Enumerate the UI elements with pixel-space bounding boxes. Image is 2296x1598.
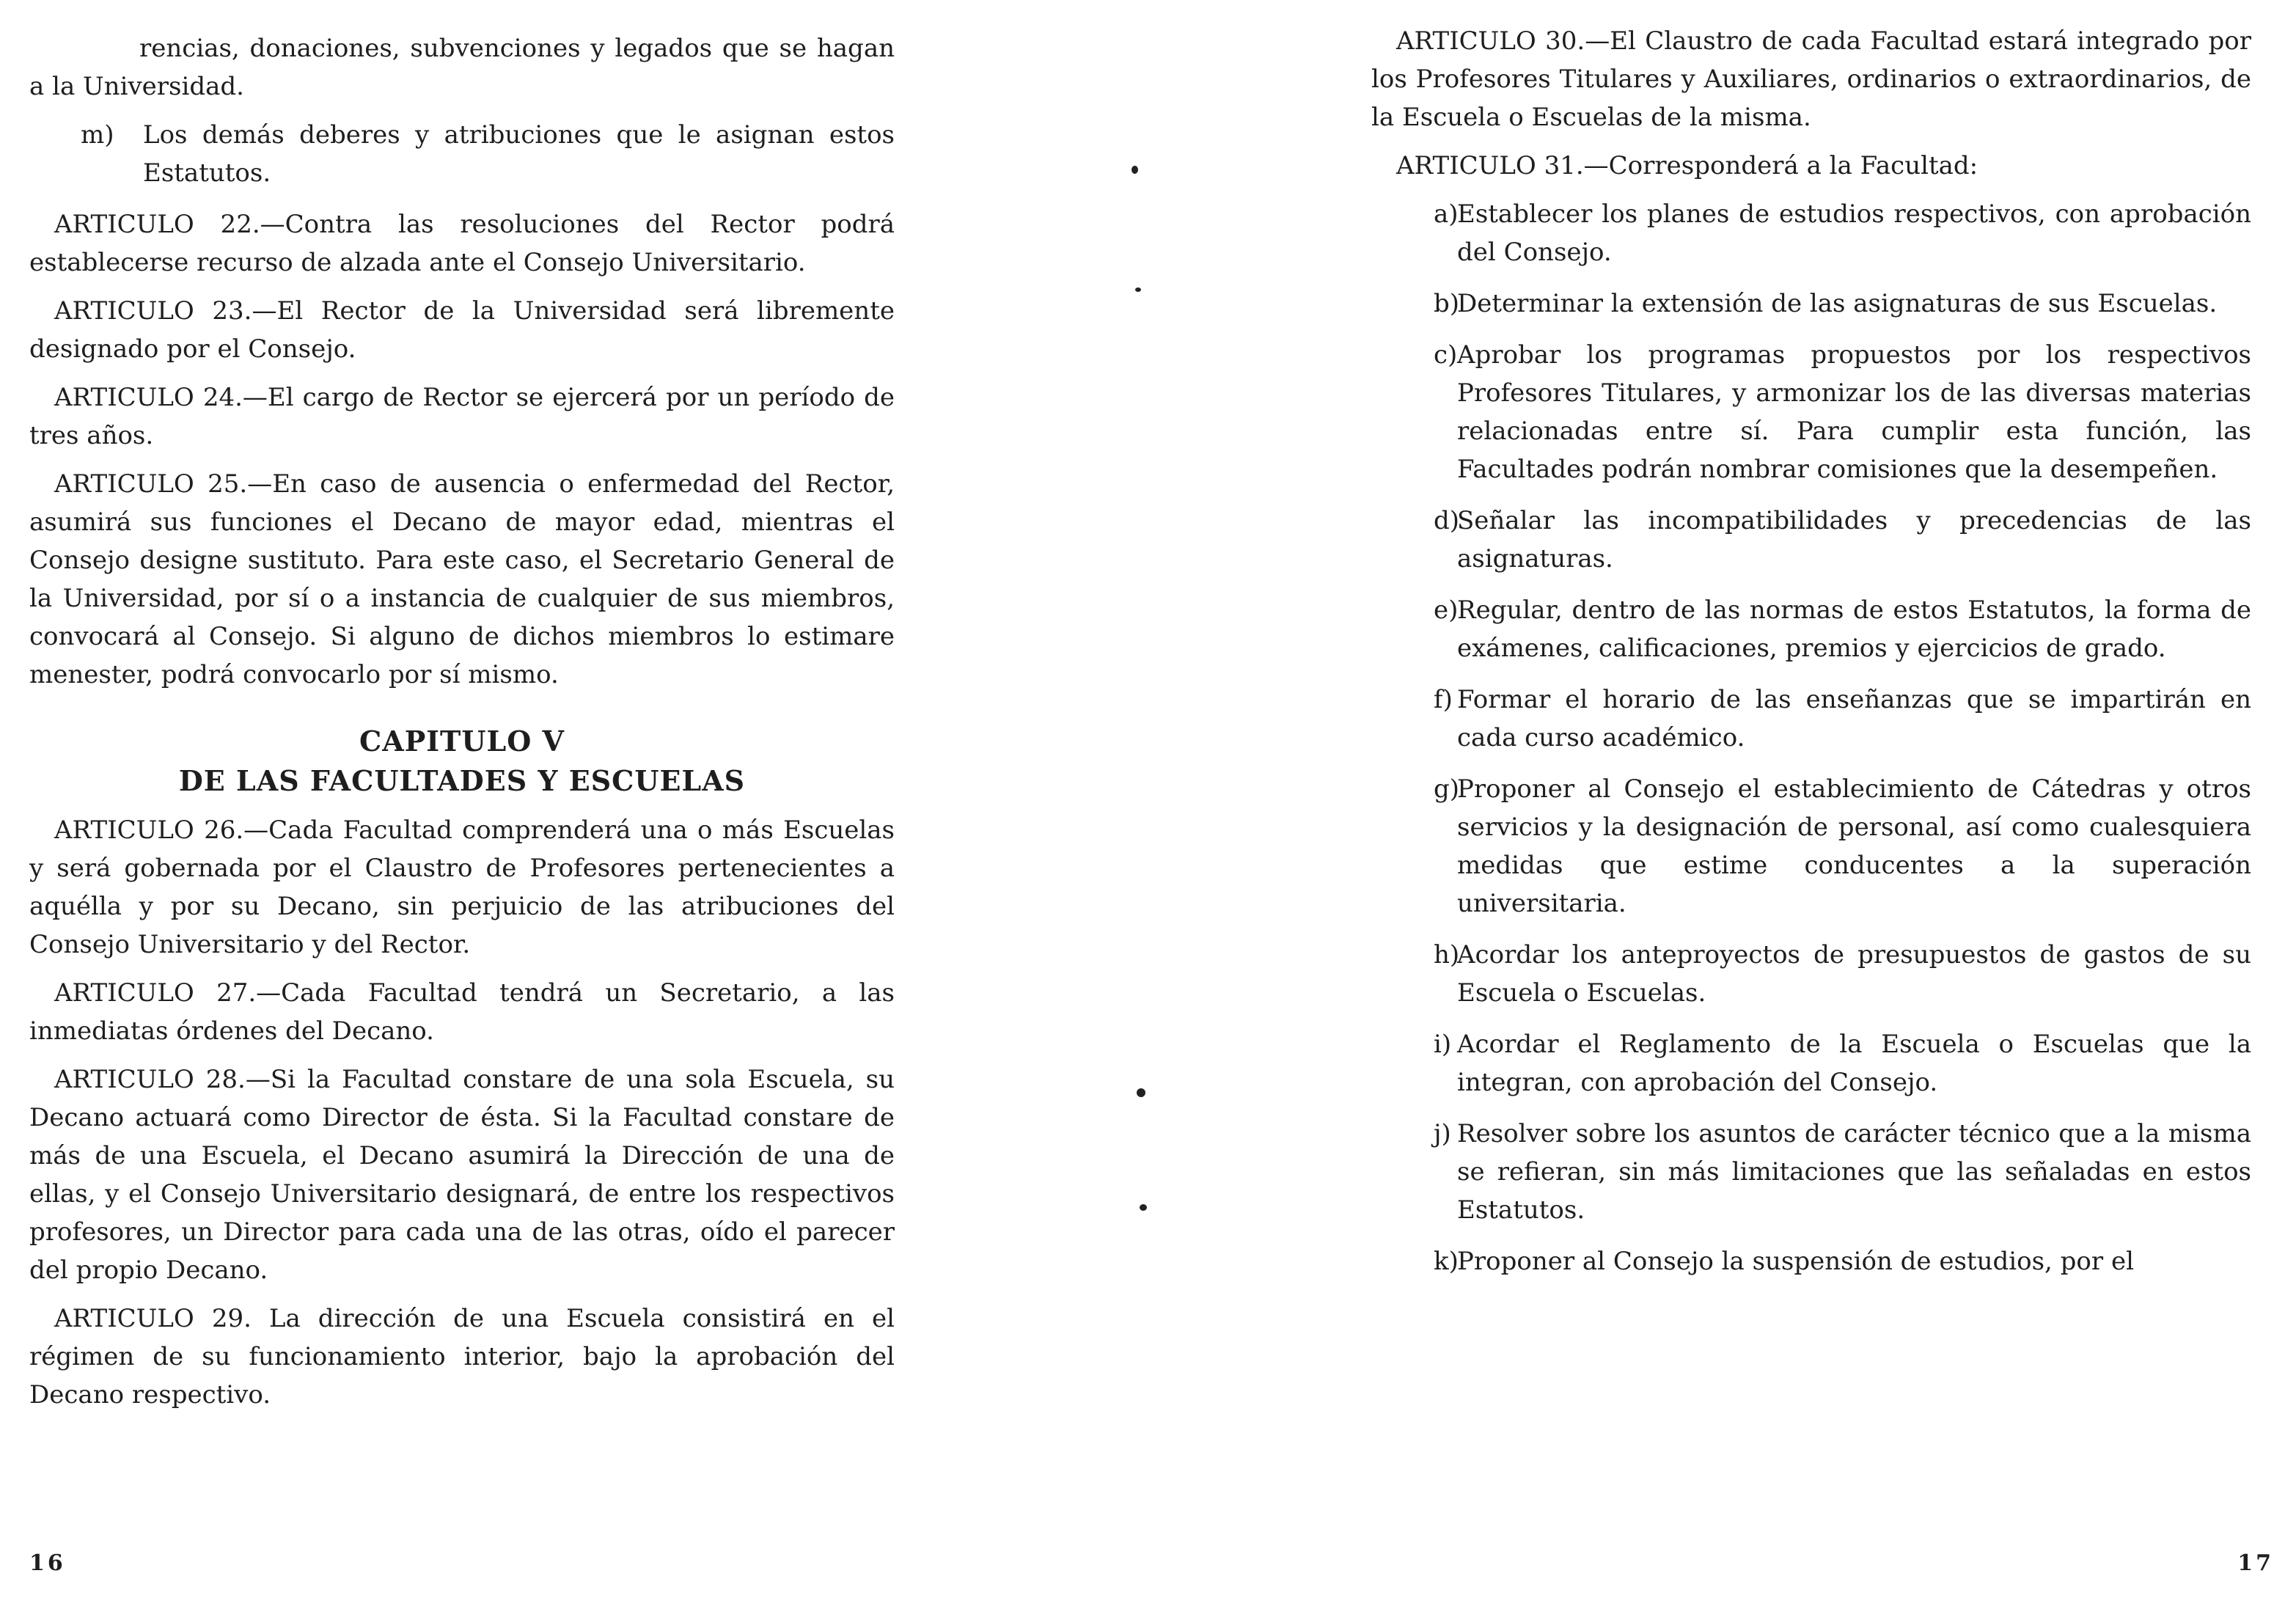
- list-item: [1371, 336, 2251, 488]
- list-item-marker: j): [1434, 1119, 1451, 1148]
- chapter-number: CAPITULO V: [359, 725, 565, 758]
- list-item-marker: h): [1434, 940, 1460, 970]
- right-page-text-column: [1371, 22, 2251, 1294]
- list-item-text: Acordar el Reglamento de la Escuela o Escuelas que la integran, con aprobación del Consejo.: [1457, 1030, 2251, 1097]
- list-item-marker: a): [1434, 199, 1459, 229]
- list-item-marker: e): [1434, 595, 1459, 625]
- article-paragraph: ARTICULO 24.—El cargo de Rector se ejercerá por un período de tres años.: [29, 383, 895, 450]
- list-item-marker: c): [1434, 340, 1458, 370]
- list-item-marker: f): [1434, 685, 1453, 714]
- list-item-text: Regular, dentro de las normas de estos Estatutos, la forma de exámenes, calificaciones, premios y ejercicios de grado.: [1457, 595, 2251, 663]
- list-item-text: Aprobar los programas propuestos por los respectivos Profesores Titulares, y armonizar los de las diversas materias relacionadas entre sí. Para cumplir esta función, las Facultades podrán nombrar comisiones que la desempeñen.: [1457, 340, 2251, 484]
- list-item: [1371, 1115, 2251, 1229]
- article-paragraph: ARTICULO 27.—Cada Facultad tendrá un Secretario, a las inmediatas órdenes del Decano.: [29, 978, 895, 1046]
- right-page: [1148, 0, 2296, 1598]
- list-item: [1371, 591, 2251, 667]
- list-item-marker: k): [1434, 1247, 1459, 1276]
- list-item-text: Proponer al Consejo la suspensión de estudios, por el: [1457, 1247, 2134, 1276]
- page-number-right: 17: [2237, 1550, 2274, 1576]
- article-paragraph: ARTICULO 31.—Corresponderá a la Facultad:: [1396, 151, 1978, 180]
- article-paragraph: ARTICULO 25.—En caso de ausencia o enfermedad del Rector, asumirá sus funciones el Decano de mayor edad, mientras el Consejo designe sustituto. Para este caso, el Secretario General de la Universidad, por sí o a instancia de cualquier de sus miembros, convocará al Consejo. Si alguno de dichos miembros lo estimare menester, podrá convocarlo por sí mismo.: [29, 469, 895, 689]
- chapter-title: DE LAS FACULTADES Y ESCUELAS: [178, 764, 746, 797]
- list-item-marker: i): [1434, 1030, 1452, 1059]
- list-item-marker: d): [1434, 506, 1460, 535]
- scan-speck: [1135, 287, 1141, 292]
- list-item-text: Establecer los planes de estudios respectivos, con aprobación del Consejo.: [1457, 199, 2251, 267]
- list-item: [1371, 936, 2251, 1012]
- list-item-text: Acordar los anteproyectos de presupuestos de gastos de su Escuela o Escuelas.: [1457, 940, 2251, 1008]
- list-item-marker: b): [1434, 289, 1460, 318]
- article-paragraph: ARTICULO 22.—Contra las resoluciones del Rector podrá establecerse recurso de alzada ante el Consejo Universitario.: [29, 210, 895, 277]
- left-page-text-column: [29, 29, 895, 1424]
- list-item-text: Señalar las incompatibilidades y precedencias de las asignaturas.: [1457, 506, 2251, 573]
- list-item-marker: g): [1434, 774, 1460, 804]
- list-item-text: Formar el horario de las enseñanzas que se impartirán en cada curso académico.: [1457, 685, 2251, 752]
- article-paragraph: ARTICULO 23.—El Rector de la Universidad será libremente designado por el Consejo.: [29, 296, 895, 364]
- article-paragraph: ARTICULO 30.—El Claustro de cada Facultad estará integrado por los Profesores Titulares y Auxiliares, ordinarios o extraordinarios, de la Escuela o Escuelas de la misma.: [1371, 26, 2251, 132]
- continued-paragraph: rencias, donaciones, subvenciones y legados que se hagan a la Universidad.: [29, 34, 895, 101]
- page-number-left: 16: [29, 1550, 66, 1576]
- article-paragraph: ARTICULO 26.—Cada Facultad comprenderá una o más Escuelas y será gobernada por el Claustro de Profesores pertenecientes a aquélla y por su Decano, sin perjuicio de las atribuciones del Consejo Universitario y del Rector.: [29, 816, 895, 959]
- list-item-text: Resolver sobre los asuntos de carácter técnico que a la misma se refieran, sin más limitaciones que las señaladas en estos Estatutos.: [1457, 1119, 2251, 1225]
- scan-speck: [1132, 166, 1138, 174]
- list-item-text: Proponer al Consejo el establecimiento de Cátedras y otros servicios y la designación de personal, así como cualesquiera medidas que estime conducentes a la superación universitaria.: [1457, 774, 2251, 918]
- scan-speck: [1137, 1088, 1145, 1097]
- list-item: [1371, 502, 2251, 578]
- list-item: [1371, 195, 2251, 271]
- list-item: [29, 116, 895, 192]
- list-item: [1371, 1242, 2251, 1280]
- list-item: [1371, 681, 2251, 757]
- list-item-marker: m): [81, 120, 114, 150]
- article-paragraph: ARTICULO 28.—Si la Facultad constare de una sola Escuela, su Decano actuará como Director de ésta. Si la Facultad constare de más de una Escuela, el Decano asumirá la Dirección de una de ellas, y el Consejo Universitario designará, de entre los respectivos profesores, un Director para cada una de las otras, oído el parecer del propio Decano.: [29, 1065, 895, 1285]
- scan-speck: [1140, 1204, 1147, 1211]
- article-paragraph: ARTICULO 29. La dirección de una Escuela consistirá en el régimen de su funcionamiento interior, bajo la aprobación del Decano respectivo.: [29, 1304, 895, 1410]
- list-item-text: Determinar la extensión de las asignaturas de sus Escuelas.: [1457, 289, 2218, 318]
- list-item: [1371, 770, 2251, 923]
- list-item-text: Los demás deberes y atribuciones que le asignan estos Estatutos.: [143, 120, 895, 188]
- chapter-heading: [29, 722, 895, 801]
- list-item: [1371, 1025, 2251, 1102]
- list-item: [1371, 285, 2251, 323]
